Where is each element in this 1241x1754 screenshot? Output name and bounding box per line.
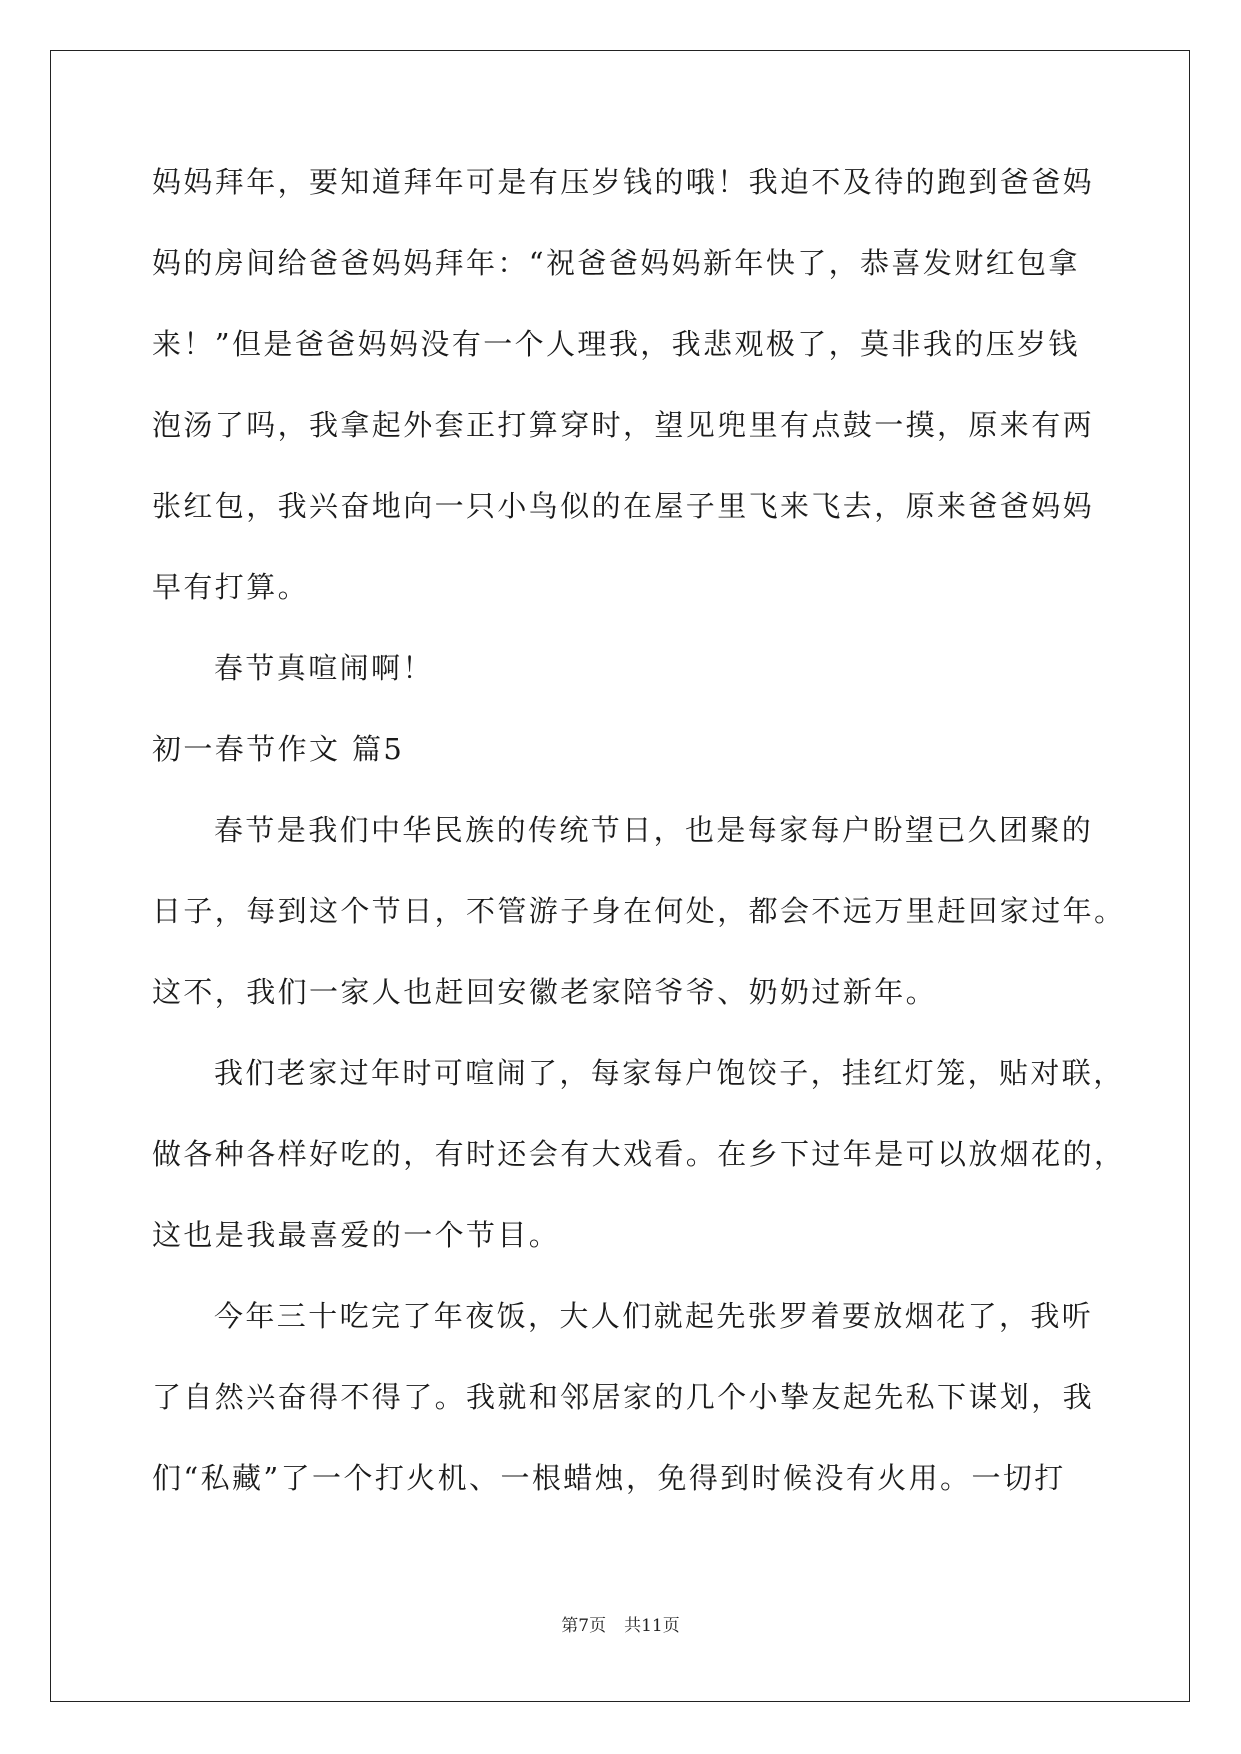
page-total: 共11页	[624, 1616, 680, 1636]
text-line: 妈妈拜年，要知道拜年可是有压岁钱的哦！我迫不及待的跑到爸爸妈	[152, 165, 1095, 199]
paragraph-line: 今年三十吃完了年夜饭，大人们就起先张罗着要放烟花了，我听	[214, 1299, 1094, 1333]
text-line: 日子，每到这个节日，不管游子身在何处，都会不远万里赶回家过年。	[152, 894, 1126, 928]
paragraph-line: 我们老家过年时可喧闹了，每家每户饱饺子，挂红灯笼，贴对联，	[214, 1056, 1125, 1090]
page-number: 第7页	[561, 1616, 607, 1636]
text-line: 妈的房间给爸爸妈妈拜年：“祝爸爸妈妈新年快了，恭喜发财红包拿	[152, 246, 1080, 280]
text-line: 了自然兴奋得不得了。我就和邻居家的几个小挚友起先私下谋划，我	[152, 1380, 1095, 1414]
text-line: 们“私藏”了一个打火机、一根蜡烛，免得到时候没有火用。一切打	[152, 1461, 1066, 1495]
text-line: 早有打算。	[152, 570, 310, 604]
paragraph-line: 春节真喧闹啊！	[214, 651, 434, 685]
text-line: 这也是我最喜爱的一个节目。	[152, 1218, 561, 1252]
text-line: 张红包，我兴奋地向一只小鸟似的在屋子里飞来飞去，原来爸爸妈妈	[152, 489, 1095, 523]
text-line: 这不，我们一家人也赶回安徽老家陪爷爷、奶奶过新年。	[152, 975, 938, 1009]
page-footer	[0, 1614, 1241, 1638]
text-line: 泡汤了吗，我拿起外套正打算穿时，望见兜里有点鼓一摸，原来有两	[152, 408, 1095, 442]
section-heading: 初一春节作文 篇5	[152, 732, 405, 766]
paragraph-line: 春节是我们中华民族的传统节日，也是每家每户盼望已久团聚的	[214, 813, 1094, 847]
text-line: 来！”但是爸爸妈妈没有一个人理我，我悲观极了，莫非我的压岁钱	[152, 327, 1080, 361]
page-border	[50, 50, 1190, 1702]
text-line: 做各种各样好吃的，有时还会有大戏看。在乡下过年是可以放烟花的，	[152, 1137, 1126, 1171]
